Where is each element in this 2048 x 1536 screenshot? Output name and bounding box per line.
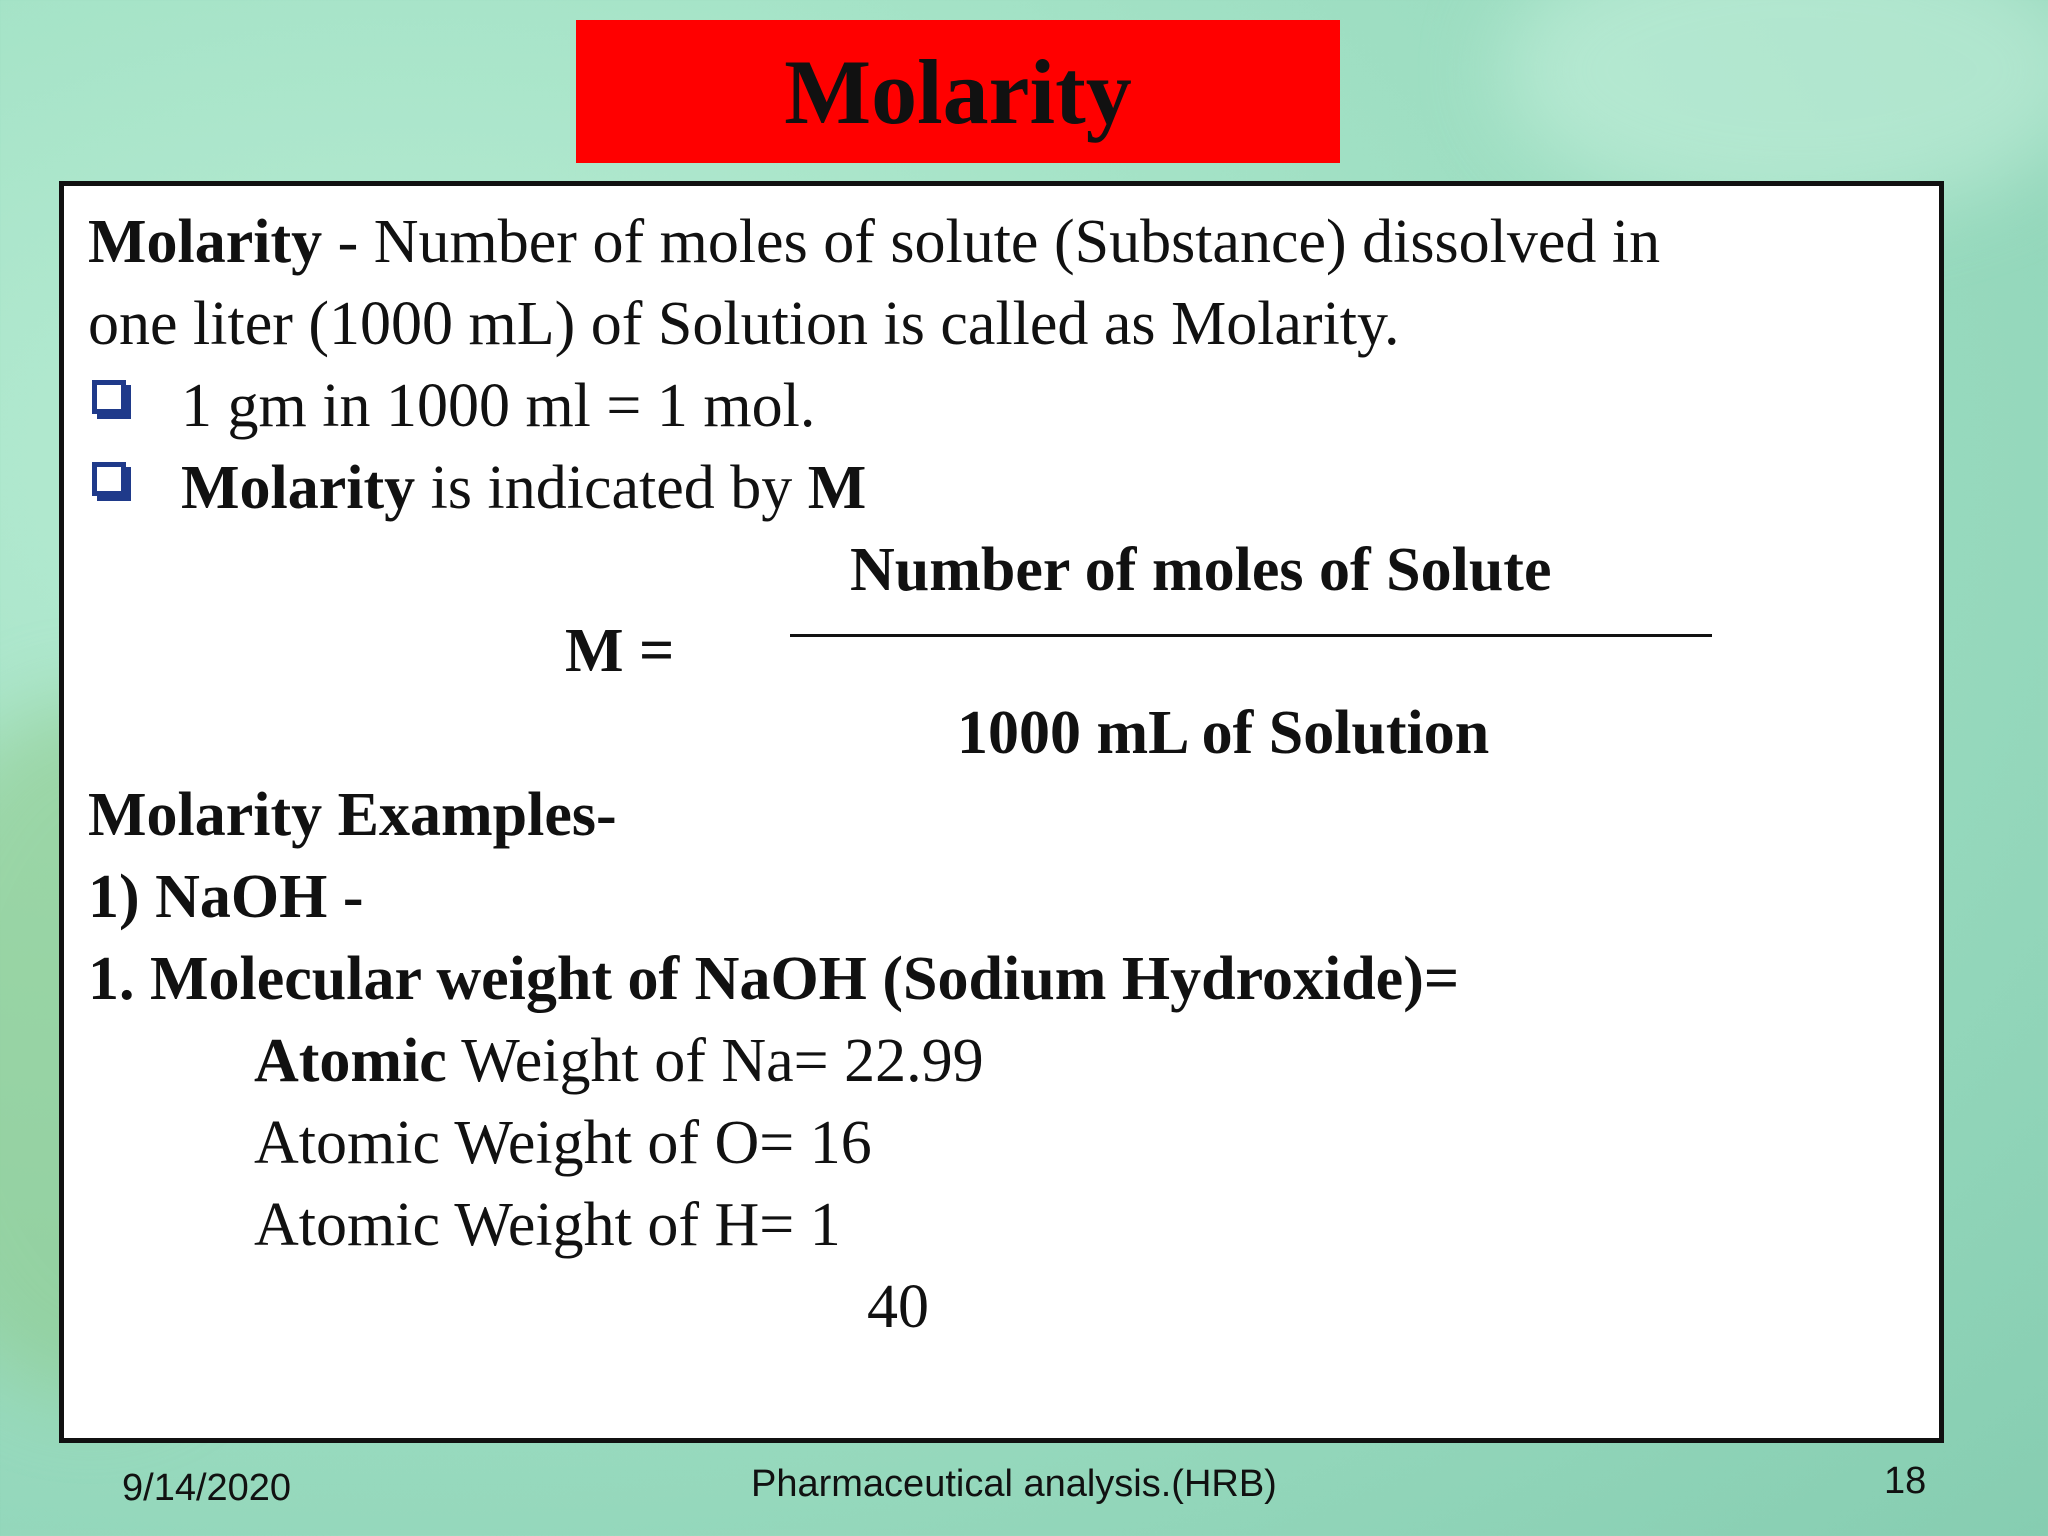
definition-line-2: one liter (1000 mL) of Solution is called as Molarity. [88, 290, 1400, 358]
checkbox-bullet-icon [92, 380, 126, 414]
atomic-weight-na-bold: Atomic [254, 1027, 447, 1095]
bullet-2-middle: is indicated by [415, 454, 808, 522]
title-box [576, 20, 1340, 163]
formula-lhs: M = [565, 617, 675, 685]
fraction-bar [790, 634, 1712, 637]
bullet-1: 1 gm in 1000 ml = 1 mol. [181, 372, 816, 440]
example-1-step-1: 1. Molecular weight of NaOH (Sodium Hydroxide)= [88, 945, 1460, 1013]
molecular-weight-total: 40 [867, 1273, 929, 1341]
formula-numerator: Number of moles of Solute [850, 536, 1552, 604]
footer-date: 9/14/2020 [122, 1467, 292, 1509]
atomic-weight-na-rest: Weight of Na= 22.99 [446, 1027, 984, 1095]
bullet-2-term: Molarity [181, 454, 416, 522]
footer-course: Pharmaceutical analysis.(HRB) [751, 1463, 1277, 1505]
definition-line-1 [88, 208, 1661, 276]
atomic-weight-o: Atomic Weight of O= 16 [254, 1109, 872, 1177]
content-box [59, 181, 1944, 1443]
definition-text-1: - Number of moles of solute (Substance) dissolved in [322, 208, 1661, 276]
footer-page-number: 18 [1884, 1460, 1927, 1502]
formula-denominator: 1000 mL of Solution [957, 699, 1490, 767]
slide-title: Molarity [784, 40, 1132, 143]
checkbox-bullet-icon [92, 462, 126, 496]
examples-heading: Molarity Examples- [88, 781, 617, 849]
atomic-weight-h: Atomic Weight of H= 1 [254, 1191, 841, 1259]
definition-term: Molarity [88, 208, 323, 276]
example-1: 1) NaOH - [88, 863, 364, 931]
bullet-2-symbol: M [807, 454, 867, 522]
atomic-weight-na [254, 1027, 984, 1095]
bullet-2 [181, 454, 867, 522]
